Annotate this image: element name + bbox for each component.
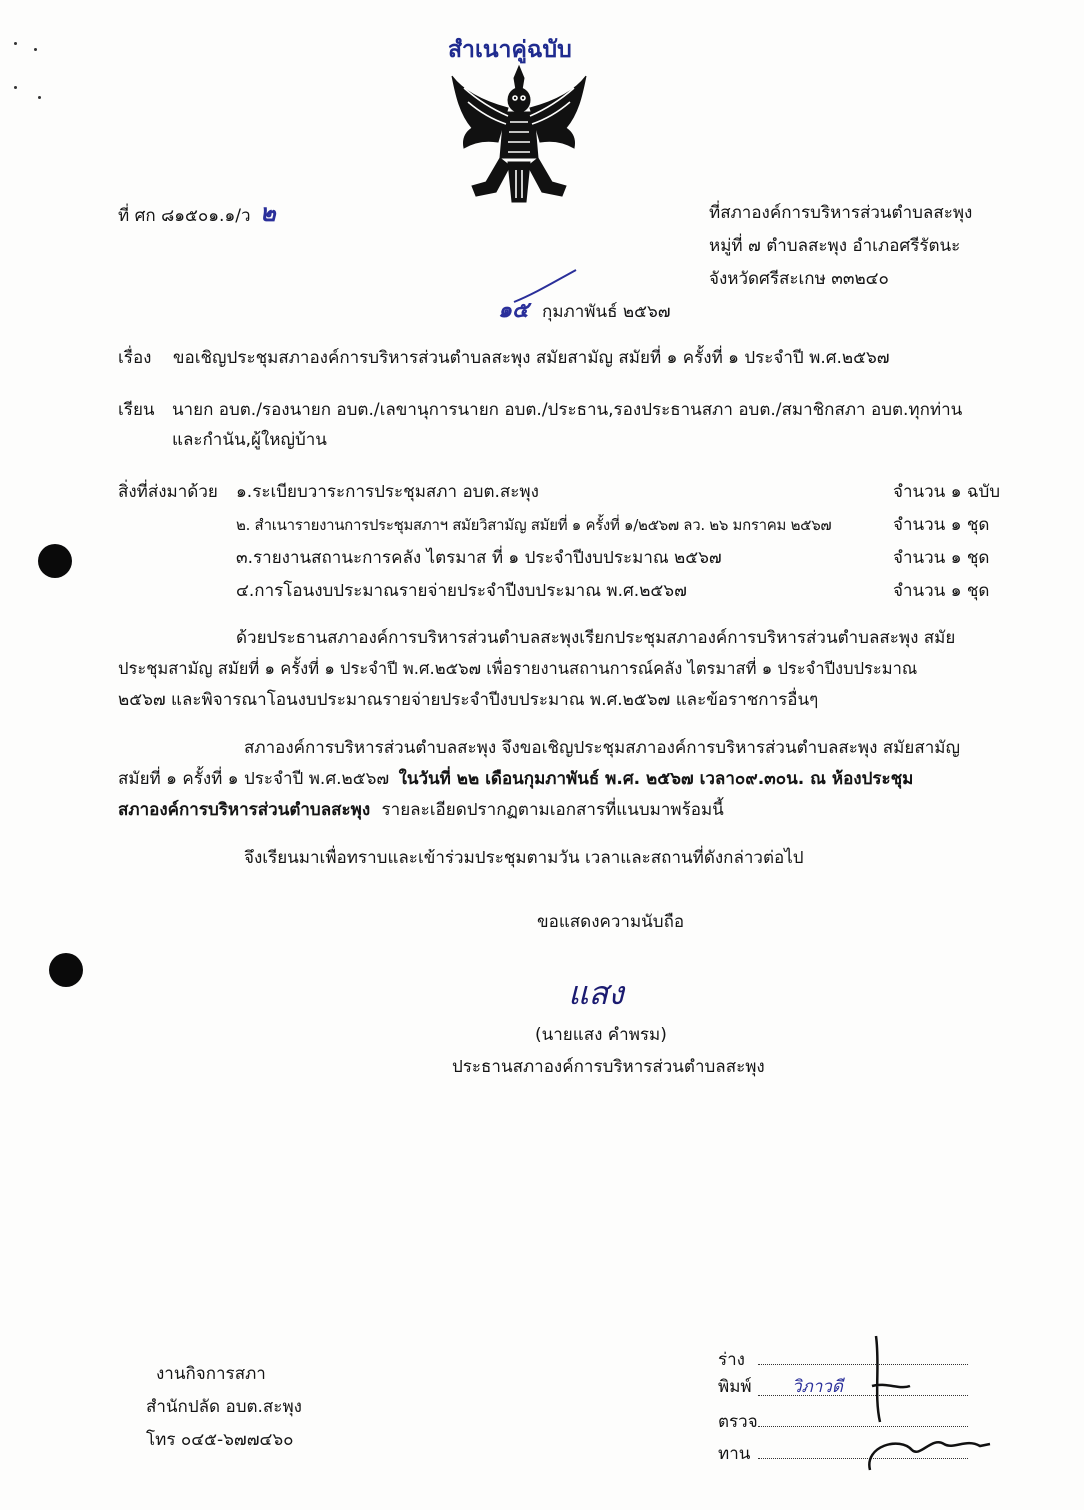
routing-value-typed: วิภาวดี — [758, 1376, 968, 1396]
body-paragraph-2-line-3 — [118, 799, 724, 821]
scan-speck — [14, 42, 17, 45]
subject-text: ขอเชิญประชุมสภาองค์การบริหารส่วนตำบลสะพุง สมัยสามัญ สมัยที่ ๑ ครั้งที่ ๑ ประจำปี พ.ศ.๒๕๖๗ — [172, 348, 890, 368]
footer-office: สำนักปลัด อบต.สะพุง — [146, 1397, 302, 1417]
body-paragraph-1-line-1: ด้วยประธานสภาองค์การบริหารส่วนตำบลสะพุงเรียกประชุมสภาองค์การบริหารส่วนตำบลสะพุง สมัย — [236, 628, 956, 648]
signature: แสง — [568, 974, 624, 1012]
body-paragraph-2-line-2 — [118, 768, 913, 790]
body-paragraph-3: จึงเรียนมาเพื่อทราบและเข้าร่วมประชุมตามวัน เวลาและสถานที่ดังกล่าวต่อไป — [244, 848, 804, 868]
subject-label: เรื่อง — [118, 348, 152, 368]
body-paragraph-2-line-1: สภาองค์การบริหารส่วนตำบลสะพุง จึงขอเชิญประชุมสภาองค์การบริหารส่วนตำบลสะพุง สมัยสามัญ — [244, 738, 960, 758]
reference-number-handwritten: ๒ — [259, 199, 276, 227]
punch-hole-bottom — [49, 953, 83, 987]
addressee-row — [118, 399, 962, 421]
body-paragraph-1-line-3: ๒๕๖๗ และพิจารณาโอนงบประมาณรายจ่ายประจำปีงบประมาณ พ.ศ.๒๕๖๗ และข้อราชการอื่นๆ — [118, 690, 819, 710]
date-day-handwritten: ๑๕ — [498, 298, 529, 323]
subject-row — [118, 347, 890, 369]
scan-speck — [14, 86, 17, 89]
routing-label-draft: ร่าง — [718, 1350, 745, 1370]
routing-label-review: ทาน — [718, 1444, 751, 1464]
attachment-note: รายละเอียดปรากฏตามเอกสารที่แนบมาพร้อมนี้ — [381, 800, 724, 820]
date-month-year: กุมภาพันธ์ ๒๕๖๗ — [542, 302, 671, 322]
org-address-line-2: หมู่ที่ ๗ ตำบลสะพุง อำเภอศรีรัตนะ — [709, 236, 961, 256]
initials-scribble — [840, 1326, 1010, 1476]
addressee-line-1: นายก อบต./รองนายก อบต./เลขานุการนายก อบต./ประธาน,รองประธานสภา อบต./สมาชิกสภา อบต.ทุกท่าน — [171, 400, 963, 420]
signatory-position: ประธานสภาองค์การบริหารส่วนตำบลสะพุง — [452, 1057, 765, 1077]
enclosure-item-2: ๒. สำเนารายงานการประชุมสภาฯ สมัยวิสามัญ สมัยที่ ๑ ครั้งที่ ๑/๒๕๖๗ ลว. ๒๖ มกราคม ๒๕๖๗ — [236, 516, 832, 534]
footer-unit: งานกิจการสภา — [156, 1364, 266, 1384]
enclosure-qty-3: จำนวน ๑ ชุด — [893, 548, 990, 568]
copy-stamp: สำเนาคู่ฉบับ — [448, 37, 572, 63]
enclosure-qty-4: จำนวน ๑ ชุด — [893, 581, 990, 601]
enclosure-item-3: ๓.รายงานสถานะการคลัง ไตรมาส ที่ ๑ ประจำปีงบประมาณ ๒๕๖๗ — [236, 548, 722, 568]
meeting-room: สภาองค์การบริหารส่วนตำบลสะพุง — [118, 800, 371, 820]
garuda-emblem — [446, 62, 592, 208]
date-pen-stroke — [510, 266, 580, 306]
document-reference — [118, 199, 276, 227]
addressee-line-2: และกำนัน,ผู้ใหญ่บ้าน — [172, 430, 327, 450]
meeting-datetime-place: ในวันที่ ๒๒ เดือนกุมภาพันธ์ พ.ศ. ๒๕๖๗ เวลา๐๙.๓๐น. ณ ห้องประชุม — [398, 769, 914, 789]
routing-label-typed: พิมพ์ — [718, 1377, 752, 1397]
routing-label-check: ตรวจ — [718, 1412, 758, 1432]
enclosure-qty-1: จำนวน ๑ ฉบับ — [893, 482, 1001, 502]
enclosure-item-4: ๔.การโอนงบประมาณรายจ่ายประจำปีงบประมาณ พ.ศ.๒๕๖๗ — [236, 581, 687, 601]
scan-speck — [38, 96, 41, 99]
enclosure-qty-2: จำนวน ๑ ชุด — [893, 515, 990, 535]
org-address-line-1: ที่สภาองค์การบริหารส่วนตำบลสะพุง — [709, 203, 973, 223]
signatory-name: (นายแสง คำพรม) — [535, 1025, 667, 1045]
punch-hole-top — [38, 544, 72, 578]
footer-phone: โทร ๐๔๕-๖๗๗๔๖๐ — [146, 1430, 294, 1450]
body-paragraph-1-line-2: ประชุมสามัญ สมัยที่ ๑ ครั้งที่ ๑ ประจำปี พ.ศ.๒๕๖๗ เพื่อรายงานสถานการณ์คลัง ไตรมาสที่ ๑ ประจำปีงบประมาณ — [118, 659, 918, 678]
enclosure-item-1: ๑.ระเบียบวาระการประชุมสภา อบต.สะพุง — [236, 482, 539, 502]
reference-prefix: ที่ ศก ๘๑๕๐๑.๑/ว — [118, 206, 251, 226]
meeting-session: สมัยที่ ๑ ครั้งที่ ๑ ประจำปี พ.ศ.๒๕๖๗ — [118, 769, 390, 789]
scan-speck — [34, 48, 37, 51]
org-address-line-3: จังหวัดศรีสะเกษ ๓๓๒๔๐ — [709, 269, 889, 289]
enclosures-label: สิ่งที่ส่งมาด้วย — [118, 482, 218, 502]
addressee-label: เรียน — [118, 400, 155, 420]
closing-regards: ขอแสดงความนับถือ — [537, 912, 685, 932]
